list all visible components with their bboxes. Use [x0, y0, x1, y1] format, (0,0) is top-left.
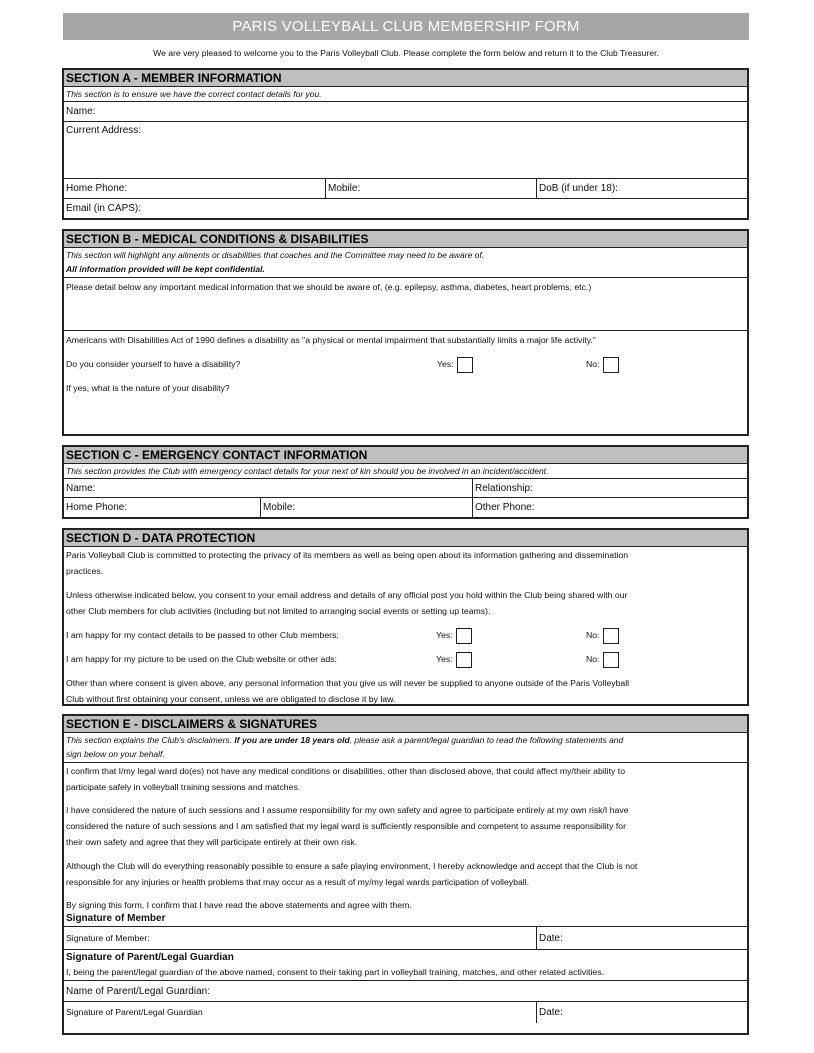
disclaimer-p1-line2: participate safely in volleyball training sessions and matches. — [66, 782, 301, 792]
disability-no-label: No: — [586, 359, 600, 369]
member-date-field[interactable]: Date: — [536, 927, 563, 949]
parent-name-field[interactable] — [64, 981, 747, 1002]
disclaimer-block — [64, 763, 747, 927]
intro-text: We are very pleased to welcome you to the Paris Volleyball Club. Please complete the form below and return it to the Club Treasurer. — [153, 48, 659, 58]
contact-share-no-checkbox[interactable] — [603, 628, 619, 644]
medical-info-label: Please detail below any important medical information that we should be aware of, (e.g. epilepsy, asthma, diabetes, heart problems, etc.) — [66, 282, 592, 292]
section-b-note-row — [64, 248, 747, 278]
section-a-note-row — [64, 87, 747, 102]
contact-name-row — [64, 479, 747, 498]
disclaimer-p1-line1: I confirm that I/my legal ward do(es) not have any medical conditions or disabilities, other than disclosed above, that could affect my/their ability to — [66, 766, 626, 776]
section-b-note: This section will highlight any ailments or disabilities that coaches and the Committee may need to be aware of. — [66, 250, 485, 260]
parent-consent-block — [64, 950, 747, 981]
contact-mobile-field[interactable]: Mobile: — [260, 498, 295, 517]
home-phone-field[interactable]: Home Phone: — [66, 183, 128, 194]
disclaimer-p3-line2: responsible for any injuries or health problems that may occur as a result of my/my legal wards participation of volleyball. — [66, 877, 530, 887]
disclaimer-p2-line3: their own safety and agree that they will participate entirely at their own risk. — [66, 837, 358, 847]
section-c-heading: SECTION C - EMERGENCY CONTACT INFORMATION — [64, 447, 747, 464]
contact-name-field[interactable]: Name: — [66, 483, 96, 494]
picture-use-no-label: No: — [586, 654, 600, 664]
contact-phone-row — [64, 498, 747, 517]
section-e-note-line1 — [64, 733, 747, 747]
section-d-body — [64, 547, 747, 704]
section-e-note-line2: sign below on your behalf. — [66, 749, 165, 759]
disclaimer-p4: By signing this form, I confirm that I have read the above statements and agree with them. — [66, 900, 412, 910]
contact-other-phone-field[interactable]: Other Phone: — [472, 498, 534, 517]
disability-no-checkbox[interactable] — [603, 357, 619, 373]
disclosure-paragraph-line1: Other than where consent is given above, any personal information that you give us will never be supplied to anyone outside of the Paris Volleyball — [66, 678, 630, 688]
section-a — [62, 68, 749, 220]
section-d — [62, 528, 749, 706]
ada-definition: Americans with Disabilities Act of 1990 defines a disability as "a physical or mental impairment that substantially limits a major life activity." — [66, 335, 596, 345]
email-field[interactable] — [64, 199, 747, 218]
section-e-note-b: If you are under 18 years old — [234, 735, 350, 745]
disclaimer-p3-line1: Although the Club will do everything reasonably possible to ensure a safe playing environment, I hereby acknowledge and accept that the Club is not — [66, 861, 638, 871]
parent-name-label: Name of Parent/Legal Guardian: — [66, 986, 210, 997]
disability-nature-field[interactable]: If yes, what is the nature of your disability? — [66, 383, 230, 393]
section-c — [62, 445, 749, 519]
parent-signature-row — [64, 1002, 747, 1023]
section-e — [62, 714, 749, 1035]
consent-paragraph-line1: Unless otherwise indicated below, you consent to your email address and details of any official post you hold within the Club being shared with our — [66, 590, 628, 600]
section-e-note-row — [64, 733, 747, 763]
member-signature-field[interactable]: Signature of Member: — [66, 933, 150, 943]
email-label: Email (in CAPS): — [66, 203, 142, 214]
section-e-heading: SECTION E - DISCLAIMERS & SIGNATURES — [64, 716, 747, 733]
parent-date-field[interactable]: Date: — [536, 1002, 563, 1023]
section-a-note: This section is to ensure we have the correct contact details for you. — [66, 89, 322, 99]
picture-use-question: I am happy for my picture to be used on the Club website or other ads: — [66, 654, 337, 664]
disclaimer-p2-line2: considered the nature of such sessions and I am satisfied that my legal ward is sufficiently responsible and competent to assume responsibility for — [66, 821, 626, 831]
disclosure-paragraph-line2: Club without first obtaining your consent, unless we are obligated to disclose it by law. — [66, 694, 396, 704]
contact-share-yes-checkbox[interactable] — [456, 628, 472, 644]
section-c-note: This section provides the Club with emergency contact details for your next of kin should you be involved in an incident/accident. — [66, 466, 549, 476]
name-label: Name: — [66, 106, 96, 117]
contact-share-question: I am happy for my contact details to be passed to other Club members: — [66, 630, 339, 640]
mobile-field[interactable]: Mobile: — [325, 179, 360, 198]
address-label: Current Address: — [66, 125, 142, 136]
form-title: PARIS VOLLEYBALL CLUB MEMBERSHIP FORM — [63, 13, 749, 40]
contact-share-yes-label: Yes: — [436, 630, 453, 640]
section-a-heading: SECTION A - MEMBER INFORMATION — [64, 70, 747, 87]
privacy-paragraph-line2: practices. — [66, 566, 104, 576]
disability-yes-checkbox[interactable] — [457, 357, 473, 373]
contact-home-phone-field[interactable]: Home Phone: — [66, 502, 128, 513]
disability-block — [64, 331, 747, 436]
disclaimer-p2-line1: I have considered the nature of such sessions and I assume responsibility for my own safety and agree to participate entirely at my own risk/I have — [66, 805, 629, 815]
section-d-heading: SECTION D - DATA PROTECTION — [64, 530, 747, 547]
section-b-confidential-note: All information provided will be kept confidential. — [66, 264, 265, 274]
parent-signature-heading: Signature of Parent/Legal Guardian — [66, 952, 234, 963]
phone-row — [64, 179, 747, 199]
medical-info-field[interactable] — [64, 278, 747, 331]
parent-signature-field[interactable]: Signature of Parent/Legal Guardian — [66, 1007, 203, 1017]
contact-share-no-label: No: — [586, 630, 600, 640]
member-signature-heading: Signature of Member — [66, 913, 166, 924]
disability-yes-label: Yes: — [437, 359, 454, 369]
picture-use-yes-checkbox[interactable] — [456, 652, 472, 668]
name-field[interactable] — [64, 102, 747, 122]
picture-use-no-checkbox[interactable] — [603, 652, 619, 668]
disability-question: Do you consider yourself to have a disability? — [66, 359, 241, 369]
consent-paragraph-line2: other Club members for club activities (including but not limited to arranging social events or setting up teams). — [66, 606, 491, 616]
section-e-note-c: , please ask a parent/legal guardian to read the following statements and — [349, 735, 624, 745]
section-c-note-row — [64, 464, 747, 479]
dob-field[interactable]: DoB (if under 18): — [536, 179, 618, 198]
section-b — [62, 229, 749, 436]
section-b-heading: SECTION B - MEDICAL CONDITIONS & DISABILITIES — [64, 231, 747, 248]
relationship-field[interactable]: Relationship: — [472, 479, 533, 497]
parent-consent-text: I, being the parent/legal guardian of the above named, consent to their taking part in volleyball training, matches, and other related activities. — [66, 967, 604, 977]
address-field[interactable] — [64, 122, 747, 179]
member-signature-row — [64, 927, 747, 950]
picture-use-yes-label: Yes: — [436, 654, 453, 664]
section-e-note-a: This section explains the Club's disclaimers. — [66, 735, 233, 745]
privacy-paragraph-line1: Paris Volleyball Club is committed to protecting the privacy of its members as well as being open about its information gathering and dissemination — [66, 550, 629, 560]
